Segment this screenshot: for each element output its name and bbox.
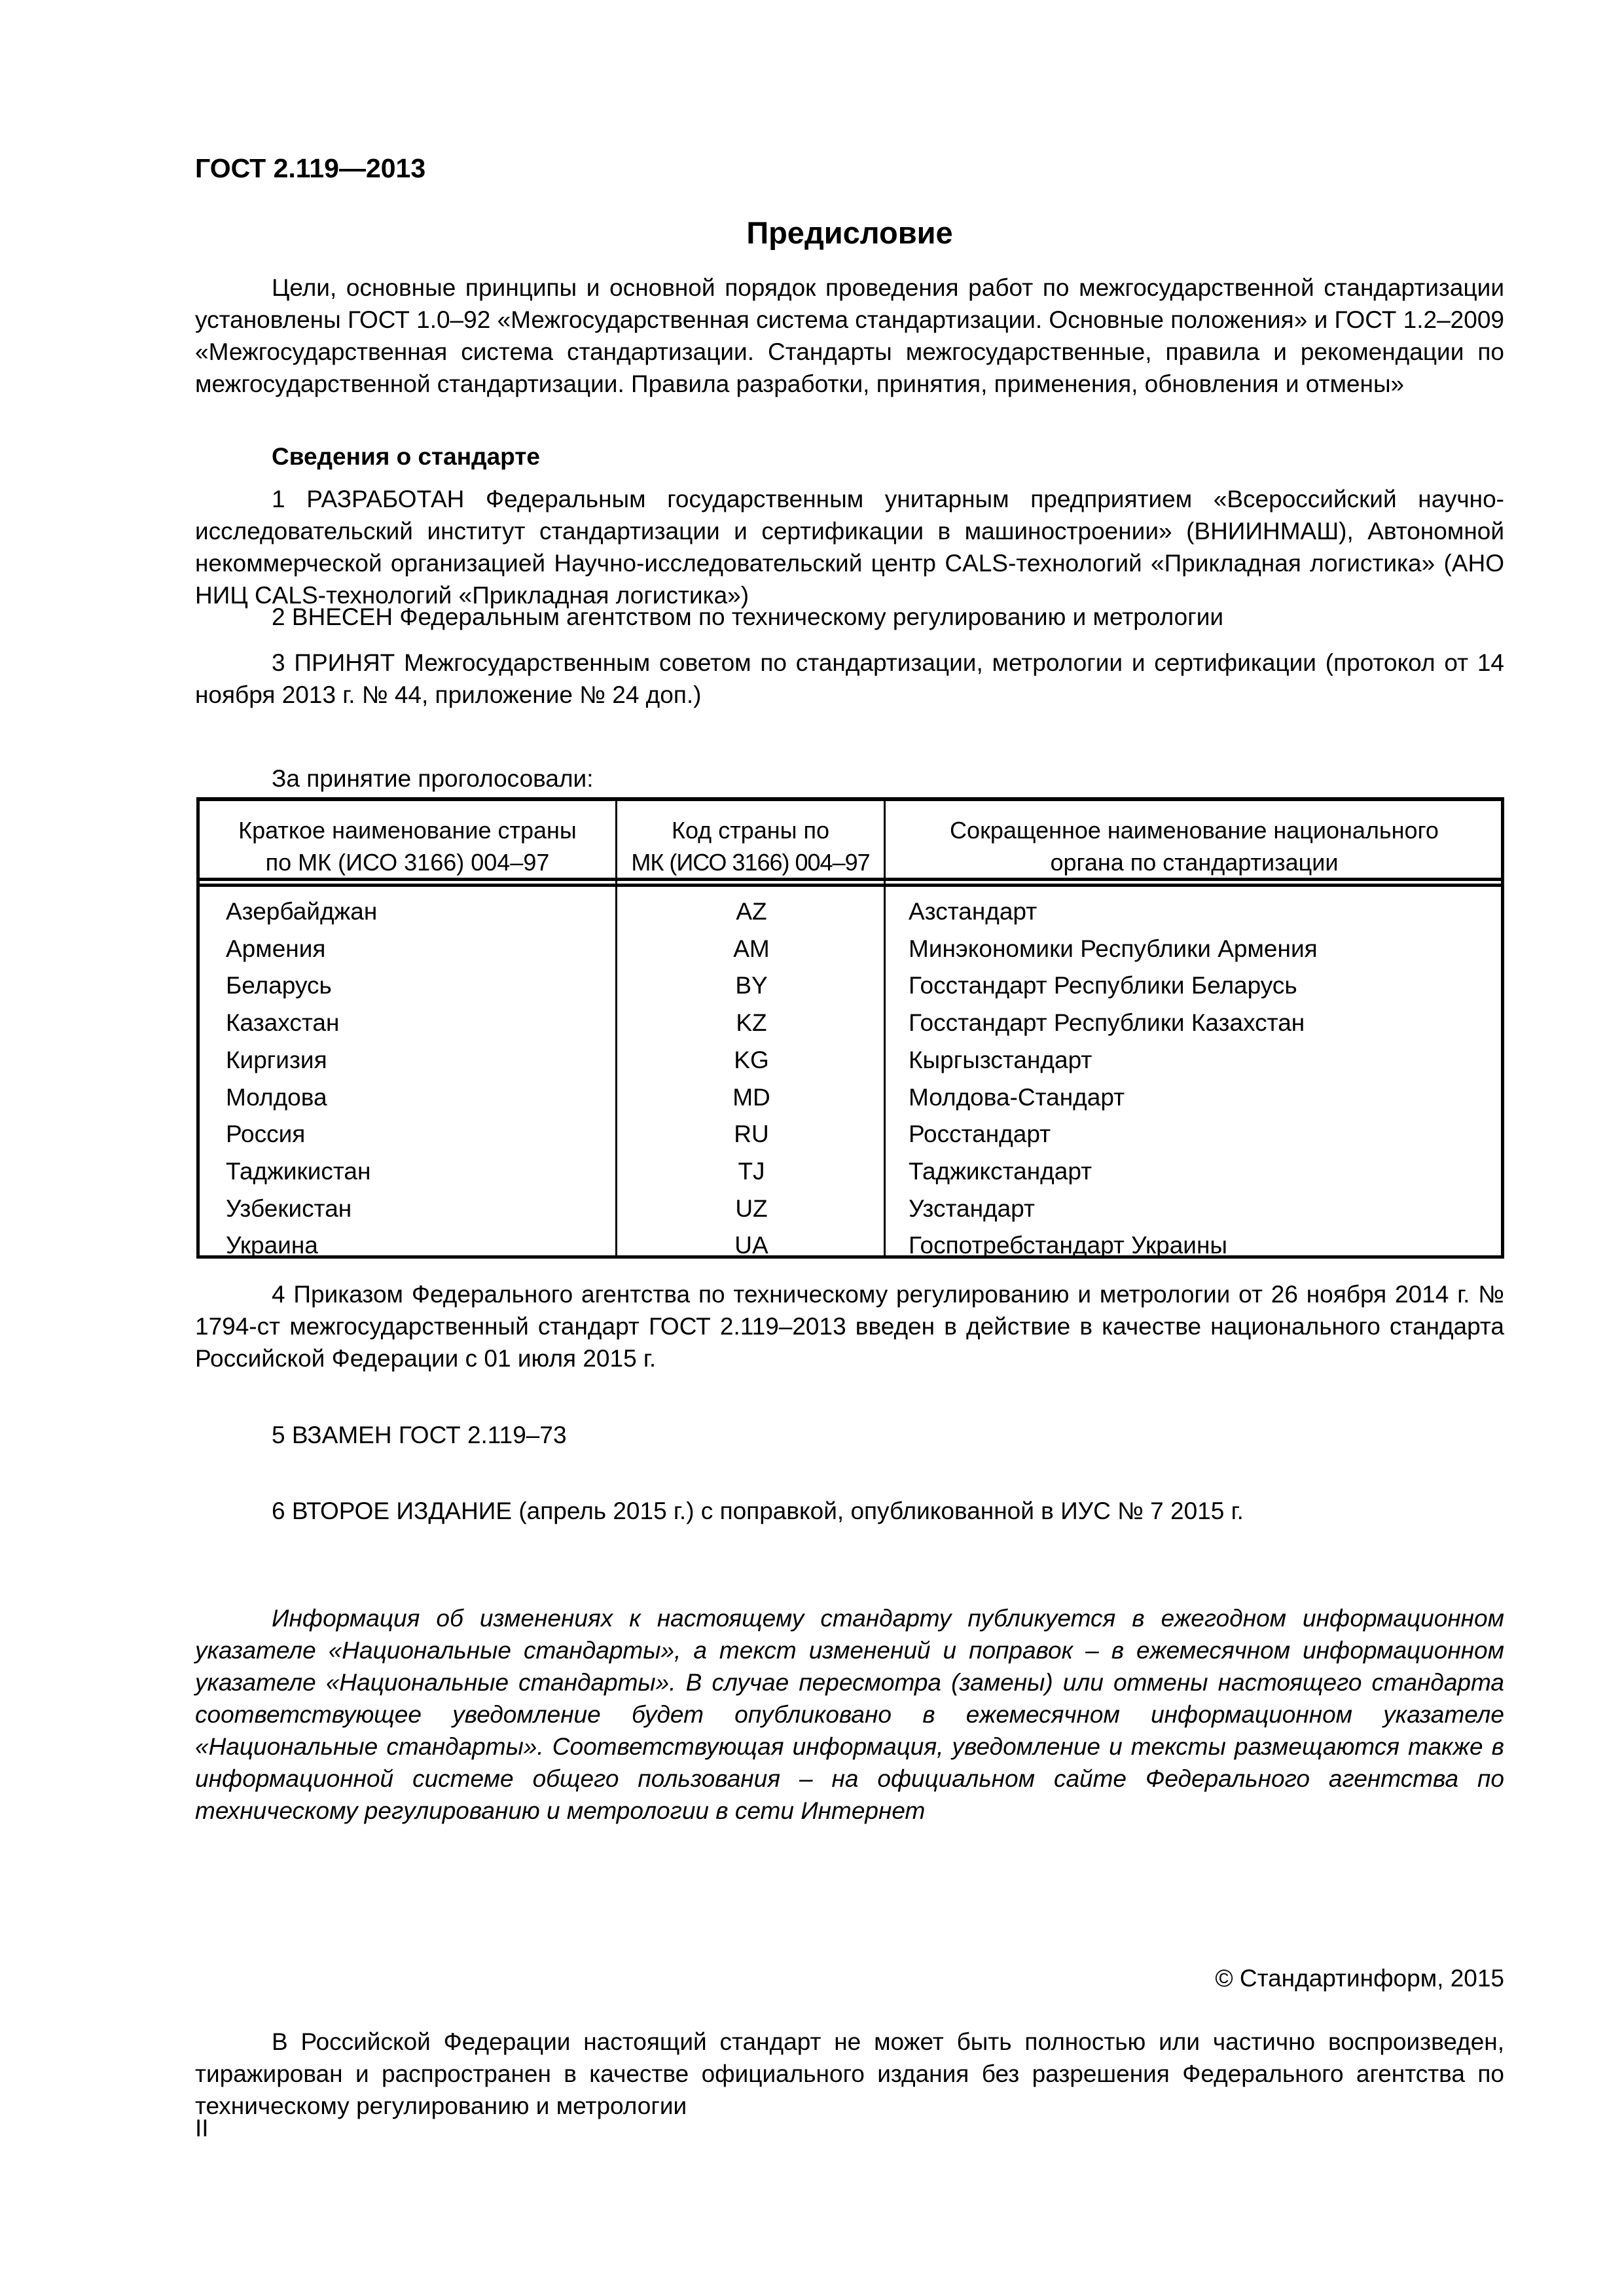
cell-country-code: KG: [734, 1046, 769, 1073]
cell-country-code: AM: [733, 935, 770, 962]
reproduction-notice: В Российской Федерации настоящий стандарт не может быть полностью или частично воспроизведен, тиражирован и распространен в качестве официального издания без разрешения Федерального агентства по техническому регулированию и метрологии: [195, 2028, 1504, 2119]
cell-standards-body: Азстандарт: [909, 898, 1038, 925]
cell-country-code: MD: [732, 1083, 770, 1111]
cell-standards-body: Кыргызстандарт: [909, 1046, 1092, 1073]
cell-country: Киргизия: [226, 1046, 327, 1073]
item-5-replaces: 5 ВЗАМЕН ГОСТ 2.119–73: [272, 1422, 567, 1448]
table-row: [196, 1079, 1504, 1116]
cell-country: Россия: [226, 1121, 306, 1148]
cell-country-code: AZ: [736, 898, 767, 925]
cell-country: Украина: [226, 1232, 318, 1259]
cell-country-code: KZ: [736, 1009, 767, 1037]
table-row: [196, 1041, 1504, 1079]
cell-country-code: BY: [735, 972, 768, 999]
cell-standards-body: Госпотребстандарт Украины: [909, 1232, 1227, 1259]
cell-country: Азербайджан: [226, 898, 378, 925]
changes-information-notice: Информация об изменениях к настоящему стандарту публикуется в ежегодном информационном указателе «Национальные стандарты», а текст изменений и поправок – в ежемесячном информационном указателе «Национальные стандарты». В случае пересмотра (замены) или отмены настоящего стандарта соответствующее уведомление будет опубликовано в ежемесячном информационном указателе «Национальные стандарты». Соответствующая информация, уведомление и тексты размещаются также в информационной системе общего пользования – на официальном сайте Федерального агентства по техническому регулированию и метрологии в сети Интернет: [195, 1605, 1504, 1824]
page-title: Предисловие: [746, 215, 953, 250]
cell-country: Таджикистан: [226, 1157, 371, 1185]
cell-standards-body: Таджикстандарт: [909, 1157, 1092, 1185]
table-row: [196, 930, 1504, 967]
table-header: [196, 797, 1504, 885]
cell-standards-body: Минэкономики Республики Армения: [909, 935, 1318, 962]
cell-country: Армения: [226, 935, 326, 962]
item-4-enacted: 4 Приказом Федерального агентства по техническому регулированию и метрологии от 26 ноября 2014 г. № 1794-ст межгосударственный стандарт ГОСТ 2.119–2013 введен в действие в качестве национального стандарта Российской Федерации с 01 июля 2015 г.: [195, 1281, 1504, 1372]
item-1-developed: 1 РАЗРАБОТАН Федеральным государственным унитарным предприятием «Всероссийский научно-исследовательский институт стандартизации и сертификации в машиностроении» (ВНИИНМАШ), Автономной некоммерческой организацией Научно-исследовательский центр CALS-технологий «Прикладная логистика» (АНО НИЦ CALS-технологий «Прикладная логистика»): [195, 486, 1504, 609]
intro-paragraph: Цели, основные принципы и основной порядок проведения работ по межгосударственной стандартизации установлены ГОСТ 1.0–92 «Межгосударственная система стандартизации. Основные положения» и ГОСТ 1.2–2009 «Межгосударственная система стандартизации. Стандарты межгосударственные, правила и рекомендации по межгосударственной стандартизации. Правила разработки, принятия, применения, обновления и отмены»: [195, 274, 1504, 397]
cell-country: Казахстан: [226, 1009, 340, 1037]
column-header-country: Краткое наименование страны по МК (ИСО 3166) 004–97: [238, 817, 577, 876]
cell-country: Узбекистан: [226, 1194, 352, 1222]
section-heading: Сведения о стандарте: [272, 443, 540, 470]
copyright-notice: © Стандартинформ, 2015: [1215, 1965, 1504, 1992]
cell-country-code: UA: [734, 1232, 768, 1259]
item-3-adopted: 3 ПРИНЯТ Межгосударственным советом по стандартизации, метрологии и сертификации (протокол от 14 ноября 2013 г. № 44, приложение № 24 доп.): [195, 649, 1504, 708]
column-header-standards-body: Сокращенное наименование национального органа по стандартизации: [950, 817, 1439, 876]
table-row: [196, 1153, 1504, 1190]
cell-standards-body: Госстандарт Республики Беларусь: [909, 972, 1297, 999]
table-row: [196, 893, 1504, 930]
document-code-header: ГОСТ 2.119—2013: [195, 153, 426, 183]
cell-country-code: TJ: [738, 1157, 765, 1185]
cell-country-code: RU: [734, 1121, 769, 1148]
page-number: II: [195, 2115, 209, 2142]
cell-country: Молдова: [226, 1083, 327, 1111]
vote-label: За принятие проголосовали:: [272, 765, 594, 792]
table-row: [196, 1190, 1504, 1227]
cell-standards-body: Молдова-Стандарт: [909, 1083, 1125, 1111]
cell-country-code: UZ: [735, 1194, 768, 1222]
cell-standards-body: Госстандарт Республики Казахстан: [909, 1009, 1305, 1037]
item-2-introduced: 2 ВНЕСЕН Федеральным агентством по техническому регулированию и метрологии: [272, 603, 1224, 630]
table-row: [196, 1004, 1504, 1041]
table-row: [196, 967, 1504, 1004]
table-row: [196, 1115, 1504, 1153]
item-6-second-edition: 6 ВТОРОЕ ИЗДАНИЕ (апрель 2015 г.) с поправкой, опубликованной в ИУС № 7 2015 г.: [272, 1498, 1244, 1524]
cell-standards-body: Узстандарт: [909, 1194, 1035, 1222]
cell-country: Беларусь: [226, 972, 332, 999]
table-row: [196, 1227, 1504, 1264]
column-header-code: Код страны по МК (ИСО 3166) 004–97: [631, 817, 870, 876]
cell-standards-body: Росстандарт: [909, 1121, 1051, 1148]
